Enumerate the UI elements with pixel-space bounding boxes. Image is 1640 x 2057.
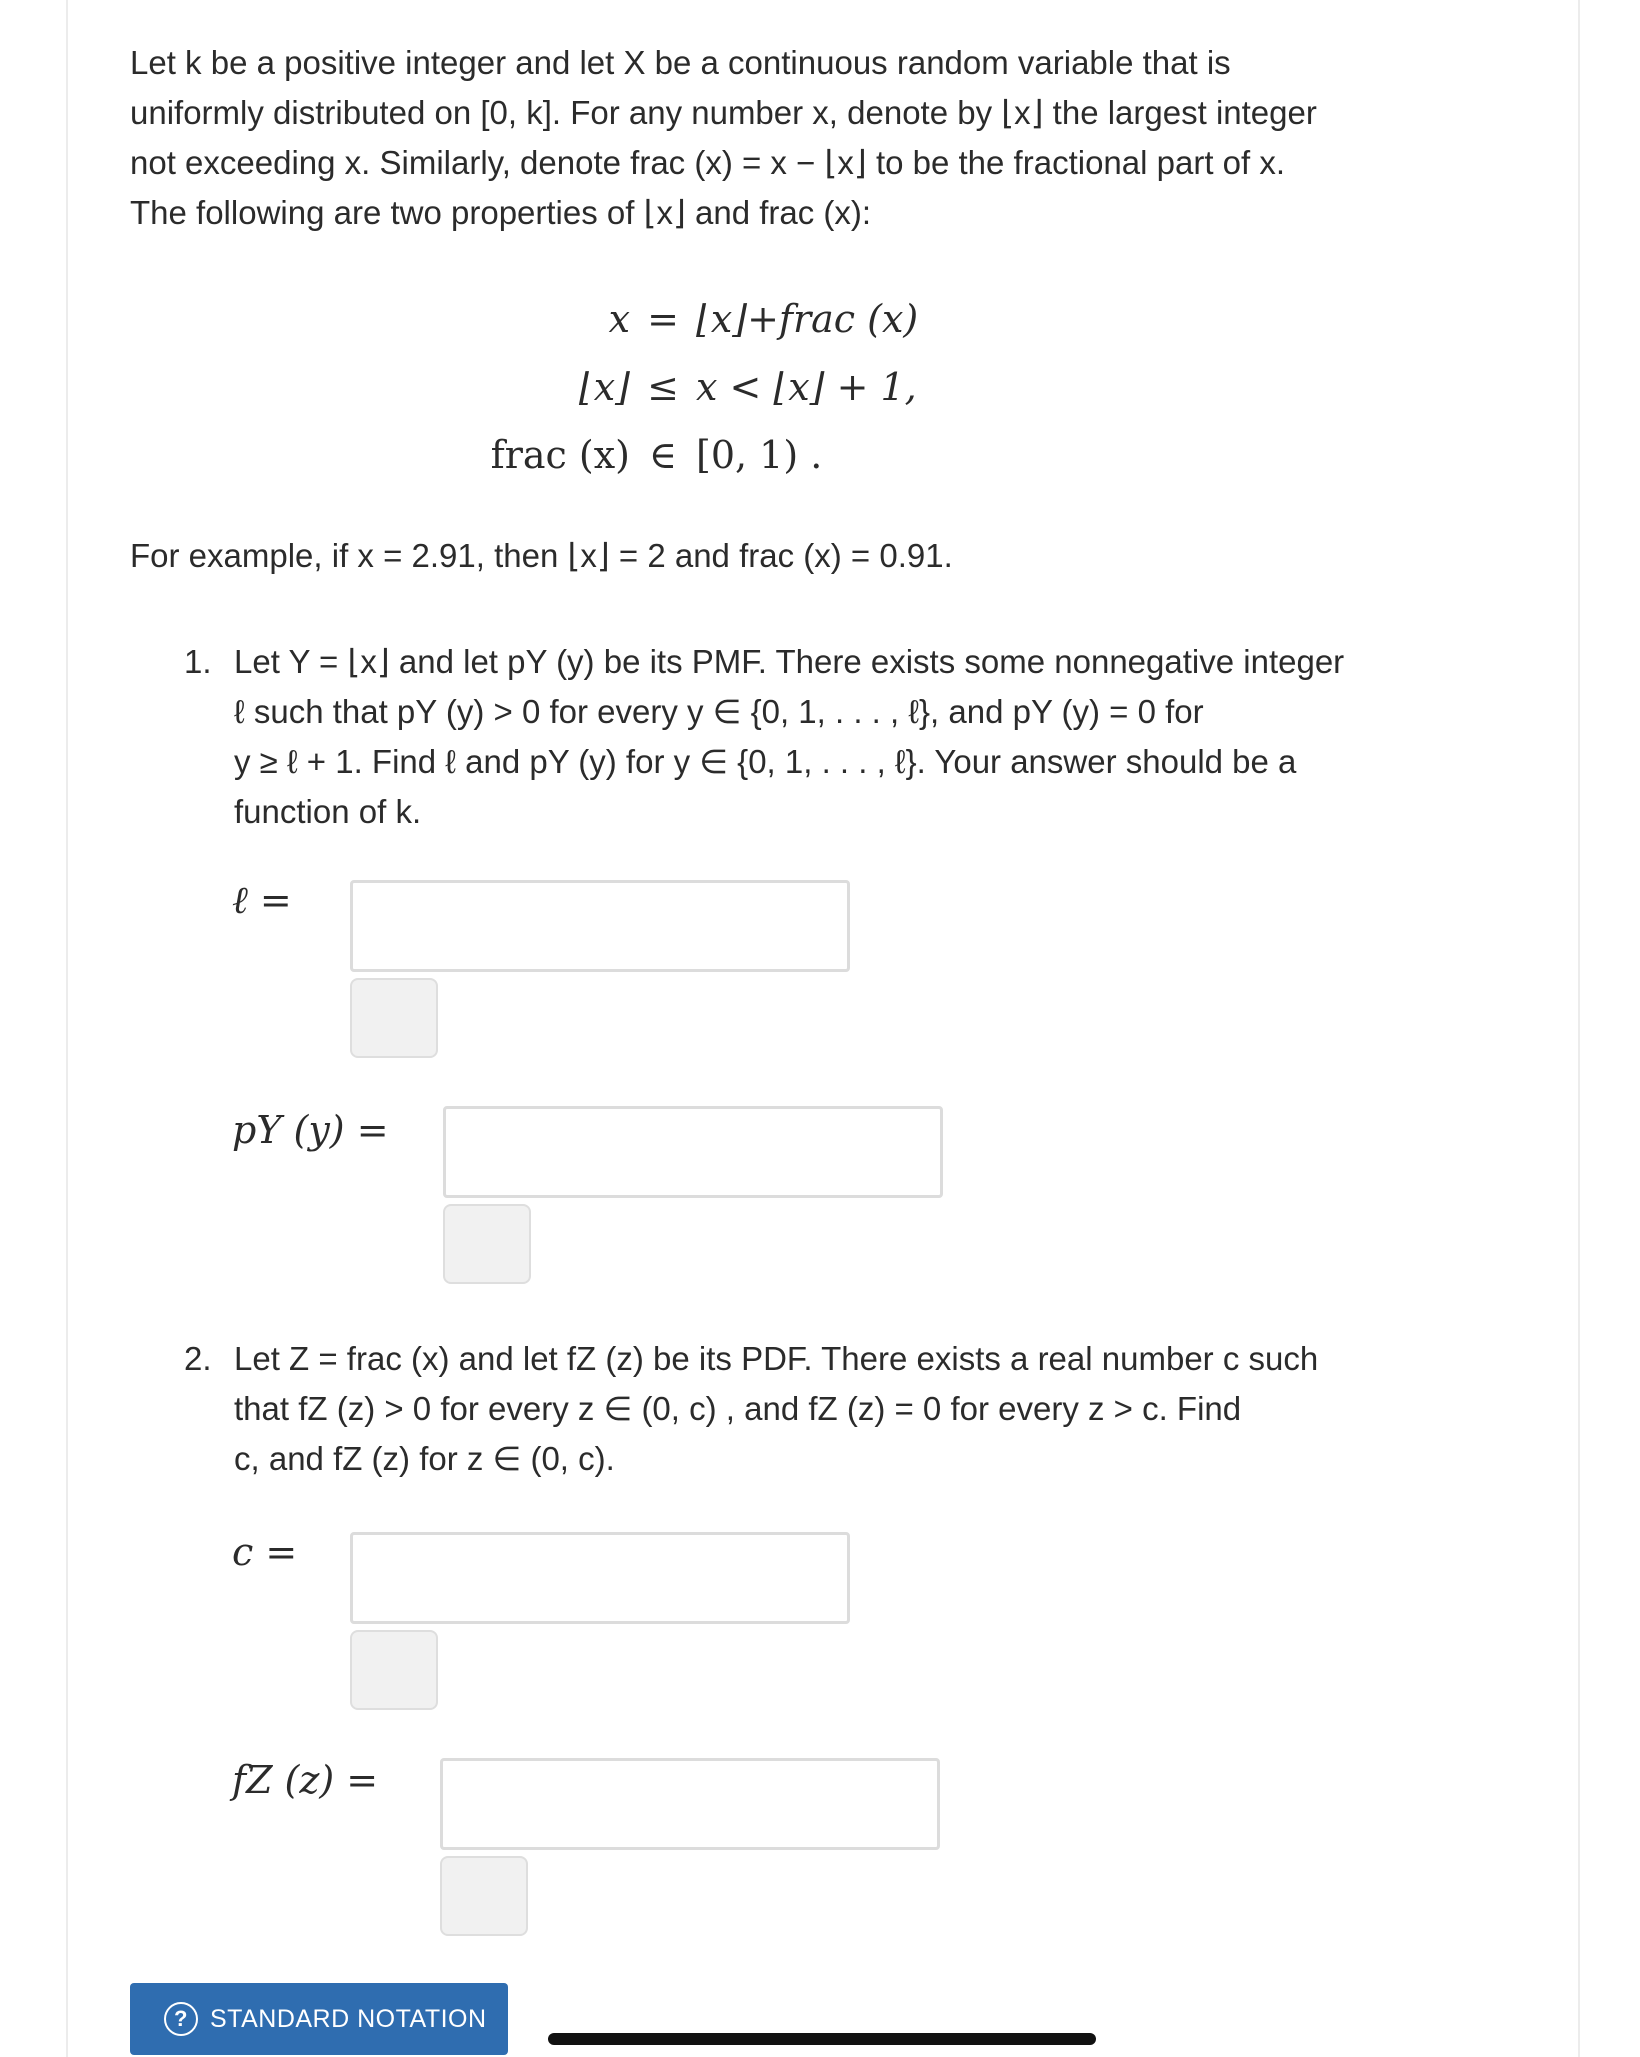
standard-notation-label: STANDARD NOTATION [210, 2004, 487, 2033]
c-input[interactable] [350, 1532, 850, 1624]
q1-line-2: ℓ such that pY (y) > 0 for every y ∈ {0, 1, . . . , ℓ}, and pY (y) = 0 for [234, 693, 1204, 730]
ell-check-button[interactable] [350, 978, 438, 1058]
intro-line-2: uniformly distributed on [0, k]. For any number x, denote by ⌊x⌋ the largest integer [130, 94, 1317, 131]
question-1 [186, 637, 1526, 837]
equation-row [430, 353, 918, 421]
pmf-check-button[interactable] [443, 1204, 531, 1284]
equation-row [430, 285, 918, 353]
example-text: For example, if x = 2.91, then ⌊x⌋ = 2 and frac (x) = 0.91. [130, 537, 953, 574]
intro-line-3: not exceeding x. Similarly, denote frac (x) = x − ⌊x⌋ to be the fractional part of x. [130, 144, 1286, 181]
equation-relation: ≤ [647, 365, 679, 409]
equation-row [430, 421, 918, 489]
pmf-input[interactable] [443, 1106, 943, 1198]
equation-lhs: x [608, 297, 630, 341]
question-icon: ? [164, 2002, 198, 2036]
equation-rhs: x < ⌊x⌋ + 1, [696, 365, 917, 409]
q1-line-3: y ≥ ℓ + 1. Find ℓ and pY (y) for y ∈ {0, 1, . . . , ℓ}. Your answer should be a [234, 743, 1297, 780]
home-indicator[interactable] [548, 2033, 1096, 2045]
q1-line-1: Let Y = ⌊x⌋ and let pY (y) be its PMF. There exists some nonnegative integer [234, 643, 1345, 680]
equation-lhs: frac (x) [490, 433, 630, 477]
q1-line-4: function of k. [234, 793, 422, 830]
pdf-label: fZ (z) = [232, 1758, 379, 1802]
q2-line-3: c, and fZ (z) for z ∈ (0, c). [234, 1440, 615, 1477]
ell-input[interactable] [350, 880, 850, 972]
q2-line-1: Let Z = frac (x) and let fZ (z) be its PDF. There exists a real number c such [234, 1340, 1319, 1377]
standard-notation-button[interactable] [130, 1983, 508, 2055]
pdf-check-button[interactable] [440, 1856, 528, 1936]
c-check-button[interactable] [350, 1630, 438, 1710]
equation-lhs: ⌊x⌋ [578, 365, 630, 409]
pdf-input[interactable] [440, 1758, 940, 1850]
equation-rhs: [0, 1) . [696, 433, 823, 477]
q2-line-2: that fZ (z) > 0 for every z ∈ (0, c) , and fZ (z) = 0 for every z > c. Find [234, 1390, 1242, 1427]
ell-label: ℓ = [232, 878, 292, 922]
question-number: 1. [184, 643, 212, 680]
equation-relation: ∈ [648, 433, 678, 477]
properties-equations [430, 285, 918, 489]
equation-relation: = [647, 297, 679, 341]
question-2 [186, 1334, 1526, 1484]
pmf-label: pY (y) = [232, 1108, 389, 1152]
equation-rhs: ⌊x⌋+frac (x) [696, 297, 919, 341]
intro-line-4: The following are two properties of ⌊x⌋ and frac (x): [130, 194, 872, 231]
c-label: c = [232, 1530, 298, 1574]
problem-intro [130, 38, 1530, 238]
intro-line-1: Let k be a positive integer and let X be a continuous random variable that is [130, 44, 1231, 81]
question-number: 2. [184, 1340, 212, 1377]
